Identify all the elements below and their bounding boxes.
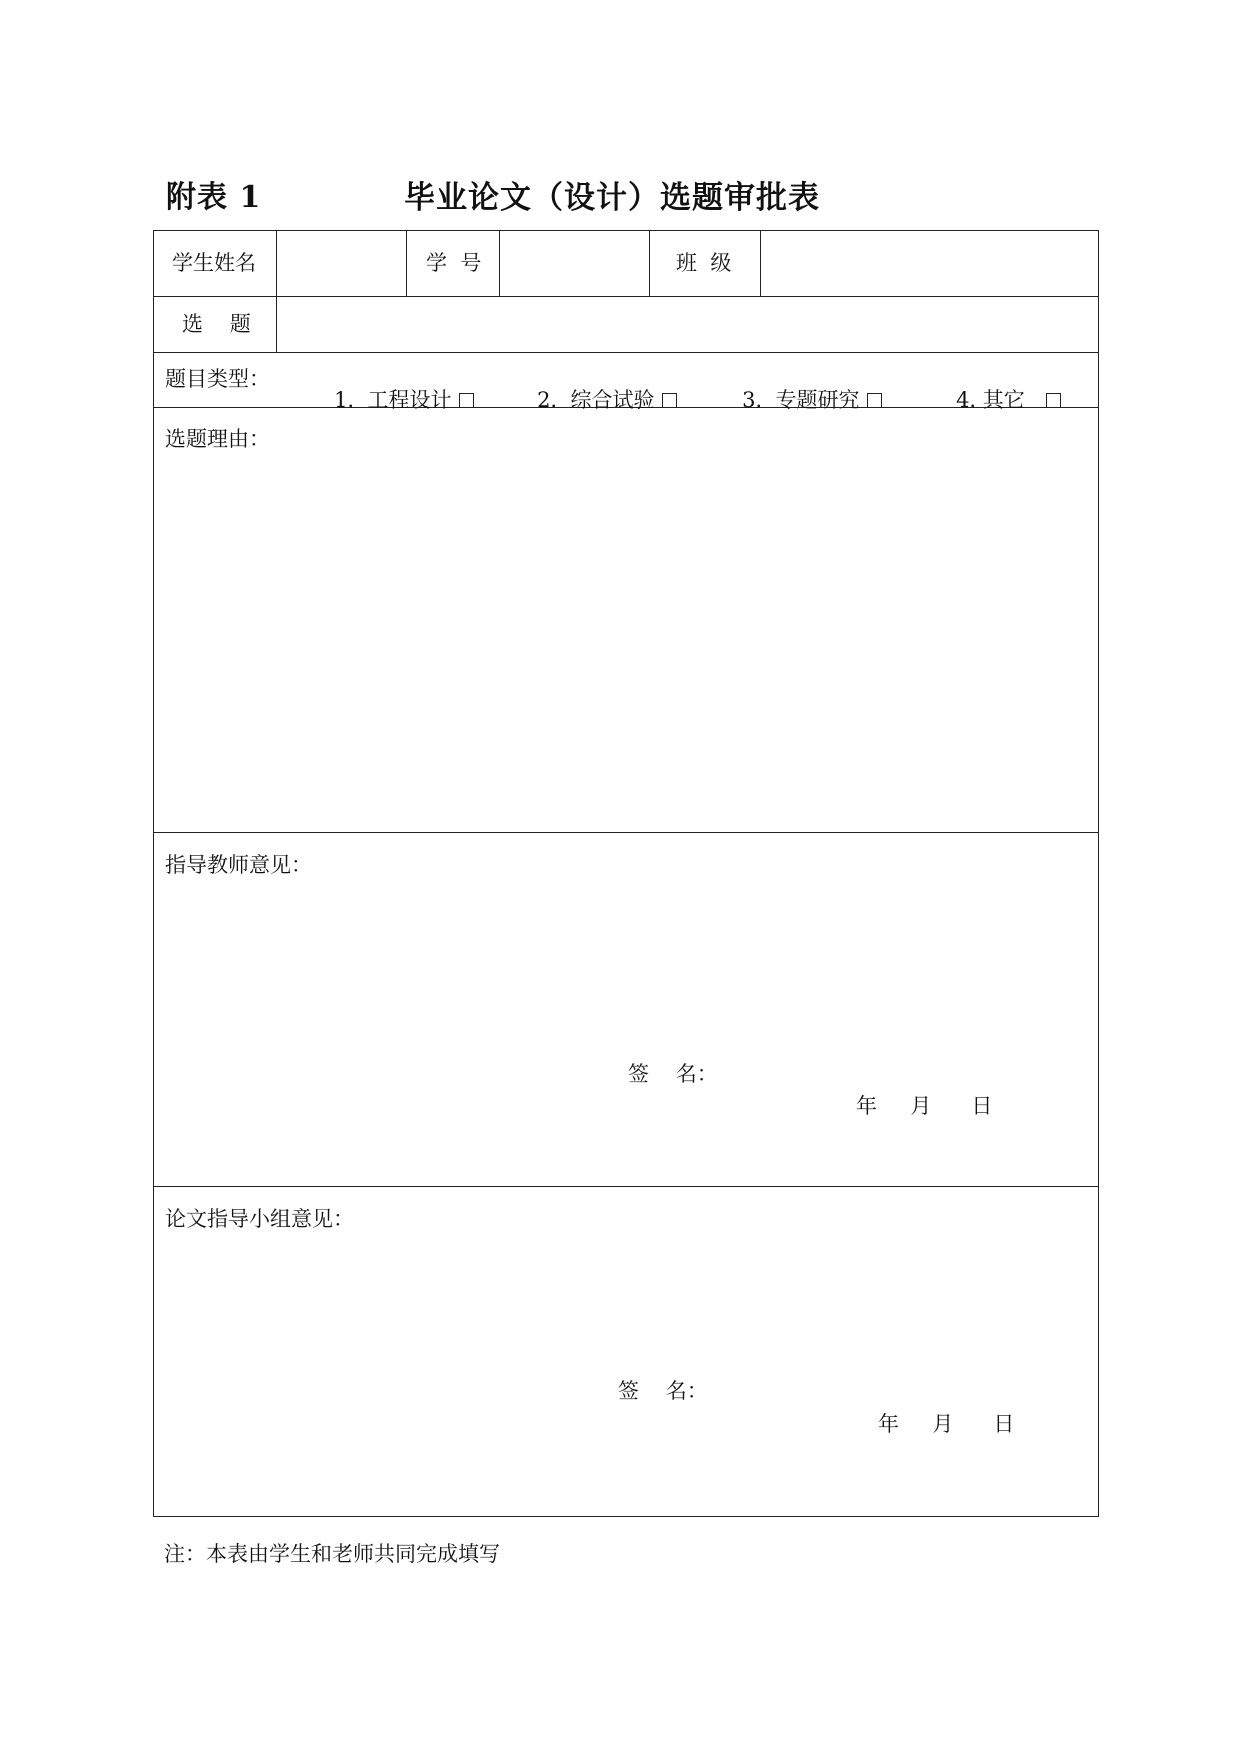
group-signature-label: 签 名：: [618, 1379, 708, 1403]
group-opinion-label: 论文指导小组意见：: [165, 1207, 354, 1231]
topic-type-label: 题目类型：: [165, 367, 270, 391]
class-field[interactable]: [770, 236, 1090, 292]
advisor-opinion-label: 指导教师意见：: [165, 853, 312, 877]
row-divider: [154, 1186, 1098, 1187]
column-divider: [276, 296, 277, 352]
type-option-label: 4. 其它: [956, 388, 1039, 412]
advisor-signature-label: 签 名：: [628, 1062, 718, 1086]
checkbox-icon[interactable]: [1046, 393, 1061, 408]
type-option-other[interactable]: [916, 369, 1061, 432]
class-label: 班 级: [676, 251, 732, 275]
student-name-label: 学生姓名: [172, 251, 256, 275]
type-option-special-research[interactable]: [702, 369, 882, 432]
student-id-label: 学 号: [426, 251, 482, 275]
approval-table: [153, 230, 1099, 1517]
column-divider: [406, 231, 407, 296]
form-title: 毕业论文（设计）选题审批表: [404, 180, 820, 216]
type-option-label: 2. 综合试验: [537, 388, 655, 412]
topic-label: 选 题: [182, 312, 251, 336]
group-date-label: 年 月 日: [878, 1412, 1015, 1436]
appendix-label: 附表 1: [166, 180, 262, 215]
type-option-engineering-design[interactable]: [294, 369, 474, 432]
column-divider: [649, 231, 650, 296]
reason-label: 选题理由：: [165, 427, 270, 451]
type-option-label: 1. 工程设计: [334, 388, 452, 412]
advisor-date-label: 年 月 日: [856, 1094, 993, 1118]
checkbox-icon[interactable]: [867, 393, 882, 408]
checkbox-icon[interactable]: [459, 393, 474, 408]
row-divider: [154, 832, 1098, 833]
column-divider: [760, 231, 761, 296]
column-divider: [499, 231, 500, 296]
reason-field[interactable]: [165, 461, 1085, 821]
student-name-field[interactable]: [289, 236, 399, 292]
type-option-label: 3. 专题研究: [742, 388, 860, 412]
group-opinion-field[interactable]: [165, 1241, 1085, 1391]
topic-field[interactable]: [289, 301, 1089, 347]
footnote: 注：本表由学生和老师共同完成填写: [164, 1542, 500, 1566]
student-id-field[interactable]: [509, 236, 639, 292]
checkbox-icon[interactable]: [662, 393, 677, 408]
column-divider: [276, 231, 277, 296]
row-divider: [154, 352, 1098, 353]
type-option-comprehensive-test[interactable]: [497, 369, 677, 432]
advisor-opinion-field[interactable]: [165, 887, 1085, 1037]
row-divider: [154, 296, 1098, 297]
